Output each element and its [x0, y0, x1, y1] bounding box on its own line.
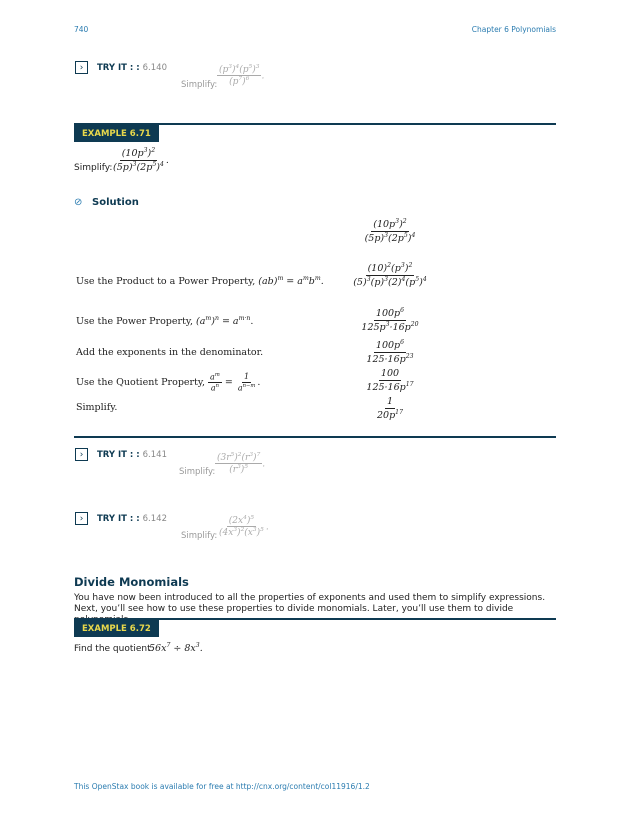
math-step: $\frac{(10)^2(p^3)^2}{(5)^3(p)^3(2)^4(p^5)^4}$ [353, 262, 427, 289]
math-expression: $\frac{(3r^5)^2(r^3)^7}{(r^3)^5}$ . [217, 452, 266, 476]
footer-link[interactable]: This OpenStax book is available for free at http://cnx.org/content/col11916/1.2 [74, 782, 370, 791]
section-heading: Divide Monomials [74, 575, 189, 589]
try-it-expand-button[interactable] [75, 448, 88, 461]
math-step: $\frac{100}{125\cdot 16p^{17}}$ [366, 368, 414, 394]
chapter-title: Chapter 6 Polynomials [471, 25, 556, 34]
try-it-label: TRY IT : : 6.142 [97, 514, 167, 524]
try-it-expand-button[interactable] [75, 512, 88, 525]
try-it-label: TRY IT : : 6.141 [97, 450, 167, 460]
try-it-prompt: Simplify: [181, 531, 218, 541]
math-expression: $56x^7 \div 8x^3$. [149, 642, 203, 655]
try-it-expand-button[interactable] [75, 61, 88, 74]
try-it-prompt: Simplify: [181, 80, 218, 90]
example-badge: EXAMPLE 6.72 [74, 620, 159, 637]
step-text: Add the exponents in the denominator. [76, 347, 264, 358]
page-number: 740 [74, 25, 89, 34]
section-rule [74, 436, 556, 438]
check-circle-icon: ⊘ [74, 197, 83, 208]
math-expression: $\frac{(p^3)^4(p^5)^3}{(p^7)^6}$ . [219, 64, 265, 88]
step-text: Use the Quotient Property, $\frac{a^m}{a^n}$ = $\frac{1}{a^{n-m}}$ . [76, 372, 261, 393]
chevron-right-icon: › [79, 513, 84, 524]
example-prompt: Find the quotient: [74, 644, 154, 654]
step-text: Simplify. [76, 402, 118, 413]
math-step: $\frac{100p^6}{125\cdot 16p^{23}}$ [366, 339, 414, 366]
math-expression: $\frac{(10p^3)^2}{(5p)^3(2p^5)^4}$ . [113, 147, 169, 174]
section-paragraph: You have now been introduced to all the properties of exponents and used them to simplify expressions. Next, you’ll see how to use these properties to divide monomials. Later, you’ll use them to divide [74, 593, 546, 614]
math-step: $\frac{(10p^3)^2}{(5p)^3(2p^5)^4}$ [364, 218, 416, 245]
math-step: $\frac{1}{20p^{17}}$ [376, 396, 403, 422]
step-text: Use the Product to a Power Property, $(ab)^m = a^mb^m$. [76, 275, 324, 288]
math-expression: $\frac{(2x^4)^5}{(4x^3)^2(x^3)^5}$ . [219, 515, 269, 539]
example-prompt: Simplify: [74, 163, 113, 173]
try-it-label: TRY IT : : 6.140 [97, 63, 167, 73]
chevron-right-icon: › [79, 449, 84, 460]
solution-label: Solution [92, 197, 139, 208]
step-text: Use the Power Property, $(a^m)^n = a^{m\cdot n}$. [76, 315, 254, 328]
try-it-prompt: Simplify: [179, 467, 216, 477]
math-step: $\frac{100p^6}{125p^3\cdot 16p^{20}}$ [361, 307, 419, 334]
chevron-right-icon: › [79, 62, 84, 73]
example-badge: EXAMPLE 6.71 [74, 125, 159, 142]
